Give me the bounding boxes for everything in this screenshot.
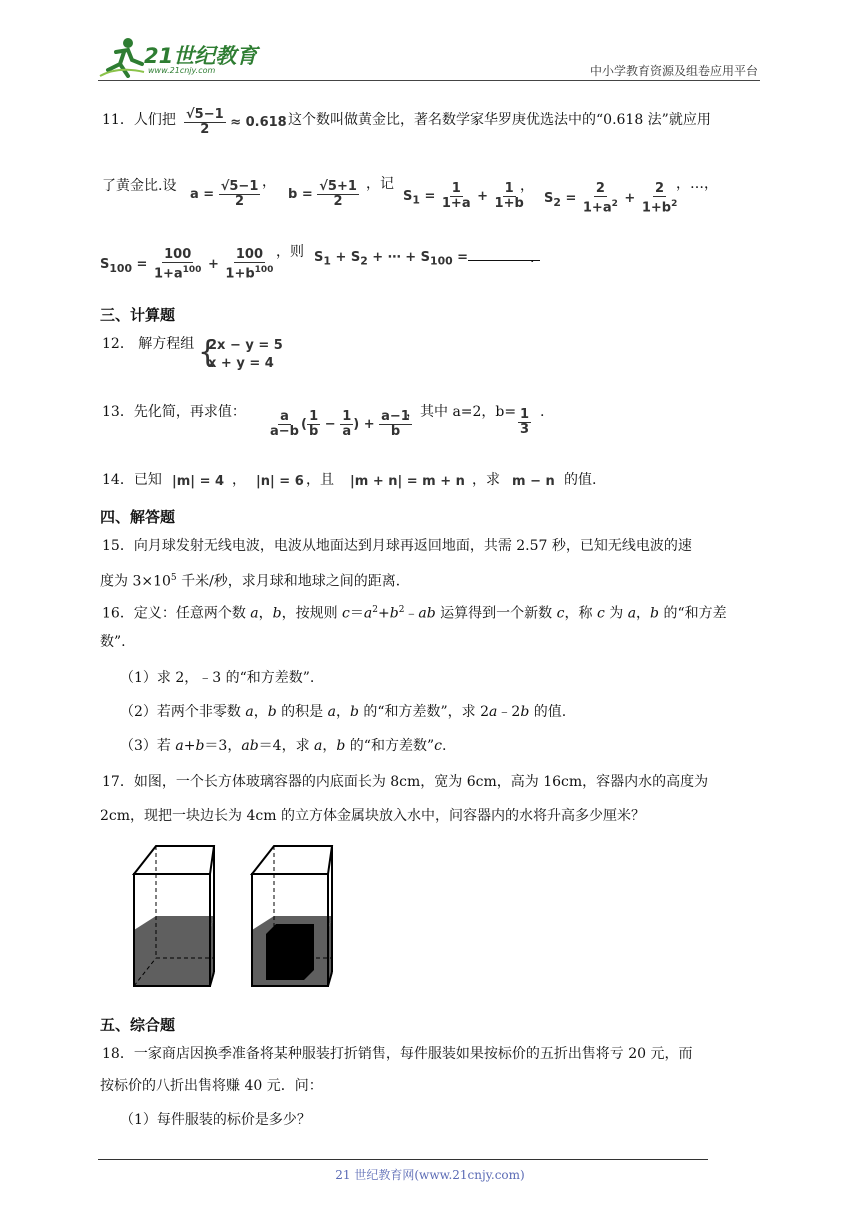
q14-ask: ，求: [472, 472, 500, 488]
q11-comma-3: ，: [520, 178, 534, 194]
q14-comma-1: ，: [232, 472, 246, 488]
q17-line2: 2cm，现把一块边长为 4cm 的立方体金属块放入水中，问容器内的水将升高多少厘米？: [100, 808, 645, 824]
q14-condition: |m + n| = m + n: [350, 474, 465, 489]
q12-eq2: x + y = 4: [208, 356, 274, 371]
header-rule: [98, 80, 760, 81]
q11-comma-1: ，: [262, 174, 276, 190]
q16-part1: （1）求 2，﹣3 的“和方差数”.: [120, 670, 315, 686]
q12-text: 12． 解方程组: [102, 336, 195, 352]
q17-container-figure: [128, 840, 368, 992]
q11-s2-def: $S_2$ = $\frac{2}{1+a^2}$ + $\frac{2}{1+b^2}$: [544, 181, 678, 216]
q14-m-abs: |m| = 4: [172, 474, 225, 489]
section-4-title: 四、解答题: [100, 508, 176, 526]
q15-line1: 15．向月球发射无线电波，电波从地面达到月球再返回地面，共需 2.57 秒，已知无线电波的速: [102, 538, 692, 554]
q11-b-def: b = $\frac{√5+1}{2}$: [288, 179, 357, 209]
logo-url-text: www.21cnjy.com: [148, 66, 216, 75]
q11-comma-2: ，记: [366, 176, 394, 192]
q15-line2: 度为 $3\times 10^5$ 千米/秒，求月球和地球之间的距离．: [100, 573, 410, 590]
q13-end: .: [540, 404, 545, 420]
footer-rule: [98, 1159, 708, 1160]
footer-text: 21 世纪教育网(www.21cnjy.com): [335, 1168, 525, 1182]
q16-part3: （3）若 a+b＝3，ab＝4，求 a，b 的“和方差数”c.: [120, 738, 447, 754]
section-3-title: 三、计算题: [100, 306, 176, 324]
q11-etc: ，…，: [676, 176, 718, 192]
q16-line1: 16．定义：任意两个数 a，b，按规则 $c=a^2+b^2﹣ab$ 运算得到一个新数 c，称 c 为 a，b 的“和方差: [102, 605, 727, 622]
q13-expression: $\frac{a}{a-b}$ ( $\frac{1}{b}$ − $\frac{1}{a}$ ) + $\frac{a-1}{b}$: [270, 409, 410, 439]
runner-logo-icon: [98, 36, 146, 78]
header-logo: [98, 36, 268, 80]
metal-cube: [266, 924, 314, 980]
q18-line1: 18．一家商店因换季准备将某种服装打折销售，每件服装如果按标价的五折出售将亏 20 元，而: [102, 1046, 693, 1062]
q13-mid: ，其中 a=2，b=: [406, 404, 517, 420]
q18-line2: 按标价的八折出售将赚 40 元．问：: [100, 1078, 323, 1094]
q11-golden-ratio-formula: $\frac{√5-1}{2}$ ≈ 0.618: [186, 107, 287, 137]
q17-line1: 17．如图，一个长方体玻璃容器的内底面长为 8cm，宽为 6cm，高为 16cm，容器内水的高度为: [102, 774, 709, 790]
q11-then: ，则: [276, 244, 304, 260]
q14-end: 的值.: [564, 472, 597, 488]
q16-part2: （2）若两个非零数 a，b 的积是 a，b 的“和方差数”，求 2a﹣2b 的值.: [120, 704, 567, 720]
q14-text: 14．已知: [102, 472, 162, 488]
q11-end: .: [530, 250, 535, 266]
q11-line2-start: 了黄金比.设: [102, 178, 177, 194]
q18-part1: （1）每件服装的标价是多少？: [120, 1112, 311, 1128]
header-right-text: 中小学教育资源及组卷应用平台: [589, 64, 758, 78]
logo-main-text: 21世纪教育: [144, 44, 258, 68]
q11-a-def: a = $\frac{√5-1}{2}$: [190, 179, 259, 209]
q11-sum-expr: $S_1 + S_2$ + ⋯ + $S_{100}$ =: [314, 248, 540, 268]
q14-and: ，且: [306, 472, 334, 488]
q11-s100-def: $S_{100}$ = $\frac{100}{1+a^{100}}$ + $\frac{100}{1+b^{100}}$: [100, 247, 274, 282]
q13-text: 13．先化简，再求值：: [102, 404, 246, 420]
q13-b-value: $\frac{1}{3}$: [520, 407, 530, 437]
q12-eq1: 2x − y = 5: [208, 338, 283, 353]
section-5-title: 五、综合题: [100, 1016, 176, 1034]
q16-line2: 数”.: [100, 634, 126, 650]
q14-n-abs: |n| = 6: [256, 474, 304, 489]
q11-s1-def: $S_1$ = $\frac{1}{1+a}$ + $\frac{1}{1+b}$: [403, 181, 524, 211]
q11-line1-number: 11．人们把: [102, 112, 176, 128]
q11-line1-text: 这个数叫做黄金比，著名数学家华罗庚优选法中的“0.618 法”就应用: [288, 112, 711, 128]
q14-target-expr: m − n: [512, 474, 555, 489]
container-water-only: [134, 846, 214, 986]
container-with-cube: [252, 846, 332, 986]
